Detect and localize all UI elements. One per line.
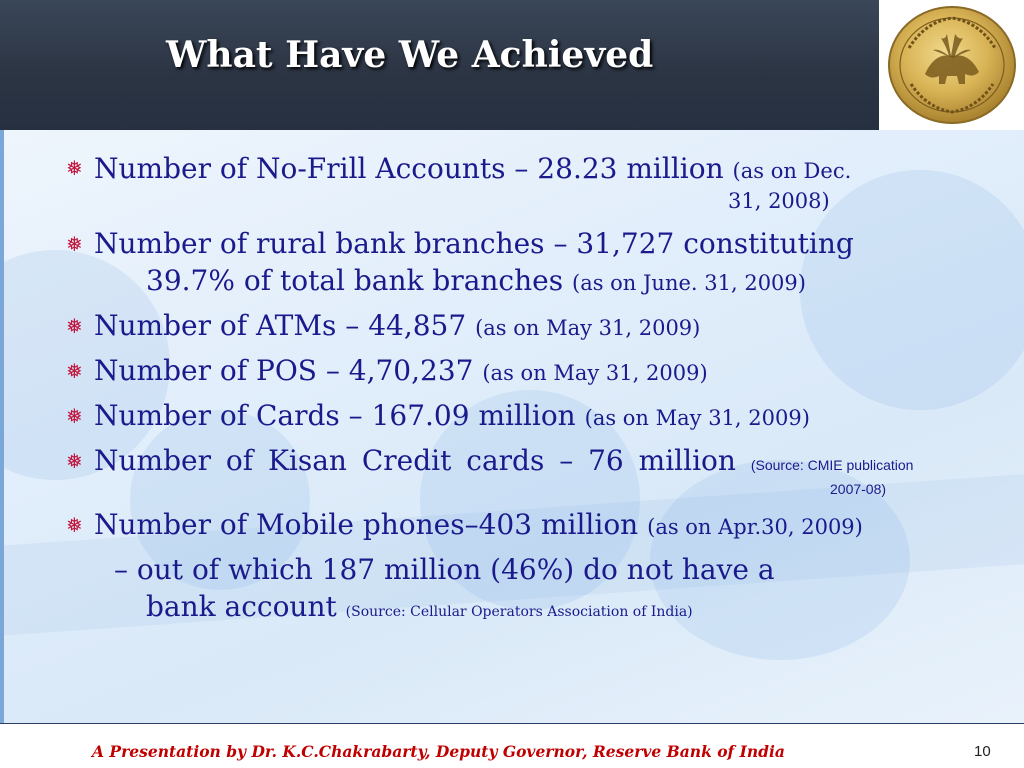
bullet-text: Number of ATMs – 44,857	[94, 309, 467, 342]
snowflake-bullet-icon: ❅	[66, 156, 83, 180]
sub-list-item: – out of which 187 million (46%) do not have a	[114, 553, 775, 586]
sub-list-item-continued	[146, 590, 693, 623]
list-item	[94, 309, 701, 342]
bullet-note-continued: 2007-08)	[830, 481, 887, 497]
bullet-note: (as on May 31, 2009)	[584, 406, 810, 430]
list-item	[94, 444, 914, 477]
bullet-text: Number of Kisan Credit cards – 76 million	[94, 444, 736, 477]
snowflake-bullet-icon: ❅	[66, 449, 83, 473]
list-item: Number of rural bank branches – 31,727 constituting	[94, 227, 854, 260]
list-item	[94, 152, 852, 185]
snowflake-bullet-icon: ❅	[66, 359, 83, 383]
bullet-note: (Source: Cellular Operators Association of India)	[345, 604, 693, 620]
snowflake-bullet-icon: ❅	[66, 232, 83, 256]
bullet-note-continued: 31, 2008)	[728, 189, 830, 213]
list-item	[94, 508, 863, 541]
bullet-text: Number of POS – 4,70,237	[94, 354, 474, 387]
bullet-text: Number of Cards – 167.09 million	[94, 399, 576, 432]
bullet-note: (as on May 31, 2009)	[475, 316, 701, 340]
page-number: 10	[974, 743, 991, 760]
snowflake-bullet-icon: ❅	[66, 404, 83, 428]
list-item	[94, 354, 708, 387]
bullet-note: (Source: CMIE publication	[750, 457, 914, 473]
bullet-note: (as on Apr.30, 2009)	[647, 515, 863, 539]
snowflake-bullet-icon: ❅	[66, 513, 83, 537]
bullet-text: Number of Mobile phones–403 million	[94, 508, 639, 541]
list-item	[94, 399, 810, 432]
bullet-note: (as on May 31, 2009)	[482, 361, 708, 385]
footer-credit: A Presentation by Dr. K.C.Chakrabarty, Deputy Governor, Reserve Bank of India	[92, 742, 785, 761]
bullet-text: 39.7% of total bank branches	[146, 264, 564, 297]
bullet-text: Number of No-Frill Accounts – 28.23 million	[94, 152, 724, 185]
snowflake-bullet-icon: ❅	[66, 314, 83, 338]
bullet-note: (as on June. 31, 2009)	[572, 271, 806, 295]
slide-title: What Have We Achieved	[166, 34, 654, 76]
bullet-note: (as on Dec.	[732, 159, 852, 183]
bullet-text: bank account	[146, 590, 337, 623]
list-item-continued	[146, 264, 806, 297]
